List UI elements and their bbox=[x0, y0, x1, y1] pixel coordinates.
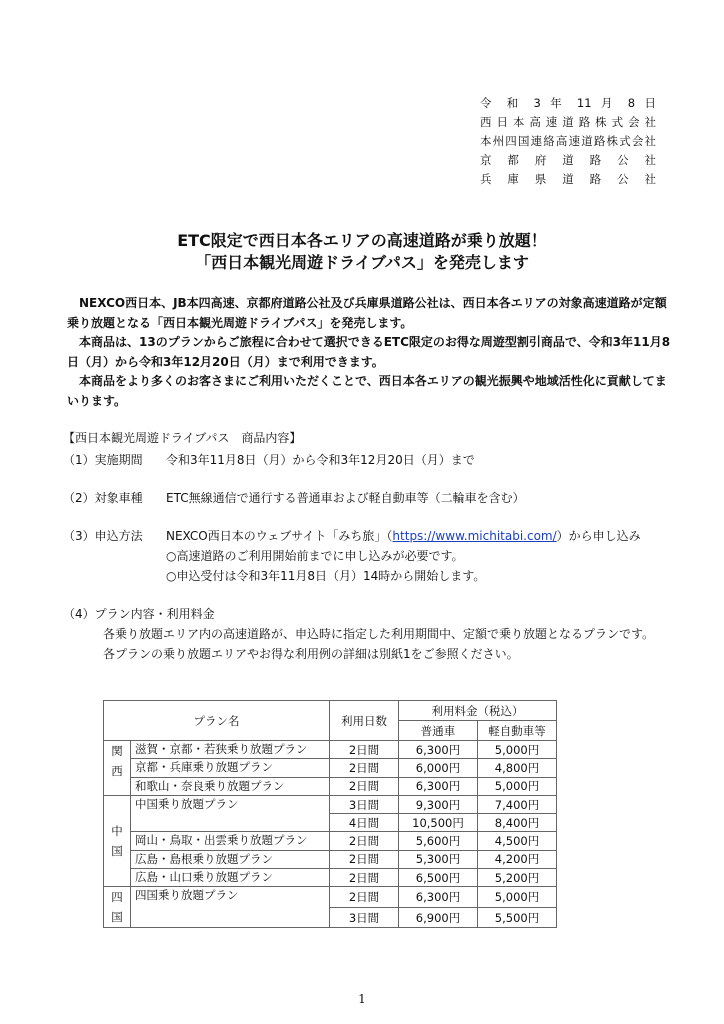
regular-price: 6,500円 bbox=[399, 869, 478, 887]
plan-name: 四国乗り放題プラン bbox=[131, 887, 330, 928]
table-row bbox=[104, 777, 557, 795]
regular-price: 6,300円 bbox=[399, 777, 478, 795]
region-cell: 中 国 bbox=[104, 795, 131, 886]
header-fee: 利用料金（税込） bbox=[399, 701, 557, 721]
section-period bbox=[63, 451, 475, 469]
issue-date: 令 和 3 年 11 月 8 日 bbox=[480, 96, 656, 110]
header-light-car: 軽自動車等 bbox=[478, 721, 557, 741]
intro-paragraph: 本商品は、13のプランからご旅程に合わせて選択できるETC限定のお得な周遊型割引商品で、令和3年11月8日（月）から令和3年12月20日（月）まで利用できます。 bbox=[67, 335, 671, 369]
days-cell: 2日間 bbox=[330, 869, 399, 887]
header-plan-name: プラン名 bbox=[104, 701, 330, 741]
title-line-1: ETC限定で西日本各エリアの高速道路が乗り放題！ bbox=[177, 231, 547, 250]
days-cell: 2日間 bbox=[330, 759, 399, 777]
intro-paragraph: 本商品をより多くのお客さまにご利用いただくことで、西日本各エリアの観光振興や地域活性化に貢献してまいります。 bbox=[67, 374, 667, 408]
issuer-block bbox=[480, 94, 656, 189]
table-row bbox=[104, 832, 557, 850]
section-value: 令和3年11月8日（月）から令和3年12月20日（月）まで bbox=[166, 453, 475, 467]
issuer: 西日本高速道路株式会社 bbox=[480, 115, 656, 129]
regular-price: 9,300円 bbox=[399, 795, 478, 813]
days-cell: 4日間 bbox=[330, 814, 399, 832]
region-cell: 四 国 bbox=[104, 887, 131, 928]
regular-price: 6,000円 bbox=[399, 759, 478, 777]
header-regular-car: 普通車 bbox=[399, 721, 478, 741]
document-title bbox=[0, 230, 724, 274]
regular-price: 10,500円 bbox=[399, 814, 478, 832]
light-price: 5,000円 bbox=[478, 741, 557, 759]
days-cell: 2日間 bbox=[330, 850, 399, 868]
section-application bbox=[63, 527, 641, 545]
pricing-table bbox=[103, 700, 557, 928]
regular-price: 6,900円 bbox=[399, 907, 478, 928]
section-plans-label: （4）プラン内容・利用料金 bbox=[63, 607, 215, 621]
regular-price: 5,300円 bbox=[399, 850, 478, 868]
section-value: ）から申し込み bbox=[556, 529, 641, 543]
issuer: 兵 庫 県 道 路 公 社 bbox=[480, 172, 656, 186]
plan-name: 広島・島根乗り放題プラン bbox=[131, 850, 330, 868]
issuer: 本州四国連絡高速道路株式会社 bbox=[480, 134, 656, 148]
days-cell: 2日間 bbox=[330, 887, 399, 908]
application-note: ○申込受付は令和3年11月8日（月）14時から開始します。 bbox=[166, 569, 486, 583]
table-row bbox=[104, 795, 557, 813]
section-label: （1）実施期間 bbox=[63, 453, 143, 467]
title-line-2: 「西日本観光周遊ドライブパス」を発売します bbox=[195, 253, 529, 272]
light-price: 8,400円 bbox=[478, 814, 557, 832]
region-cell: 関 西 bbox=[104, 741, 131, 796]
plan-name: 中国乗り放題プラン bbox=[131, 795, 330, 832]
table-row bbox=[104, 850, 557, 868]
light-price: 5,000円 bbox=[478, 777, 557, 795]
regular-price: 5,600円 bbox=[399, 832, 478, 850]
regular-price: 6,300円 bbox=[399, 887, 478, 908]
details-heading: 【西日本観光周遊ドライブパス 商品内容】 bbox=[63, 431, 302, 445]
light-price: 7,400円 bbox=[478, 795, 557, 813]
plan-name: 和歌山・奈良乗り放題プラン bbox=[131, 777, 330, 795]
section-vehicles bbox=[63, 489, 525, 507]
table-row bbox=[104, 887, 557, 908]
page-number: 1 bbox=[358, 992, 366, 1006]
days-cell: 2日間 bbox=[330, 741, 399, 759]
light-price: 4,800円 bbox=[478, 759, 557, 777]
intro-paragraph: NEXCO西日本、JB本四高速、京都府道路公社及び兵庫県道路公社は、西日本各エリアの対象高速道路が定額乗り放題となる「西日本観光周遊ドライブパス」を発売します。 bbox=[67, 296, 667, 330]
section-label: （2）対象車種 bbox=[63, 491, 143, 505]
days-cell: 3日間 bbox=[330, 795, 399, 813]
days-cell: 2日間 bbox=[330, 832, 399, 850]
application-note: ○高速道路のご利用開始前までに申し込みが必要です。 bbox=[166, 549, 464, 563]
intro-paragraphs bbox=[67, 294, 672, 411]
section-value: NEXCO西日本のウェブサイト「みち旅」（ bbox=[166, 529, 393, 543]
light-price: 5,500円 bbox=[478, 907, 557, 928]
light-price: 4,500円 bbox=[478, 832, 557, 850]
days-cell: 2日間 bbox=[330, 777, 399, 795]
light-price: 4,200円 bbox=[478, 850, 557, 868]
issuer: 京 都 府 道 路 公 社 bbox=[480, 153, 656, 167]
header-days: 利用日数 bbox=[330, 701, 399, 741]
section-value: ETC無線通信で通行する普通車および軽自動車等（二輪車を含む） bbox=[166, 491, 525, 505]
michitabi-link[interactable]: https://www.michitabi.com/ bbox=[392, 529, 557, 543]
section-label: （3）申込方法 bbox=[63, 529, 143, 543]
table-row bbox=[104, 759, 557, 777]
plan-name: 岡山・鳥取・出雲乗り放題プラン bbox=[131, 832, 330, 850]
plans-description: 各乗り放題エリア内の高速道路が、申込時に指定した利用期間中、定額で乗り放題となるプランです。 bbox=[103, 627, 655, 641]
table-row bbox=[104, 869, 557, 887]
plan-name: 滋賀・京都・若狭乗り放題プラン bbox=[131, 741, 330, 759]
plans-description: 各プランの乗り放題エリアやお得な利用例の詳細は別紙1をご参照ください。 bbox=[103, 647, 519, 661]
light-price: 5,200円 bbox=[478, 869, 557, 887]
table-row bbox=[104, 741, 557, 759]
light-price: 5,000円 bbox=[478, 887, 557, 908]
plan-name: 広島・山口乗り放題プラン bbox=[131, 869, 330, 887]
plan-name: 京都・兵庫乗り放題プラン bbox=[131, 759, 330, 777]
days-cell: 3日間 bbox=[330, 907, 399, 928]
regular-price: 6,300円 bbox=[399, 741, 478, 759]
